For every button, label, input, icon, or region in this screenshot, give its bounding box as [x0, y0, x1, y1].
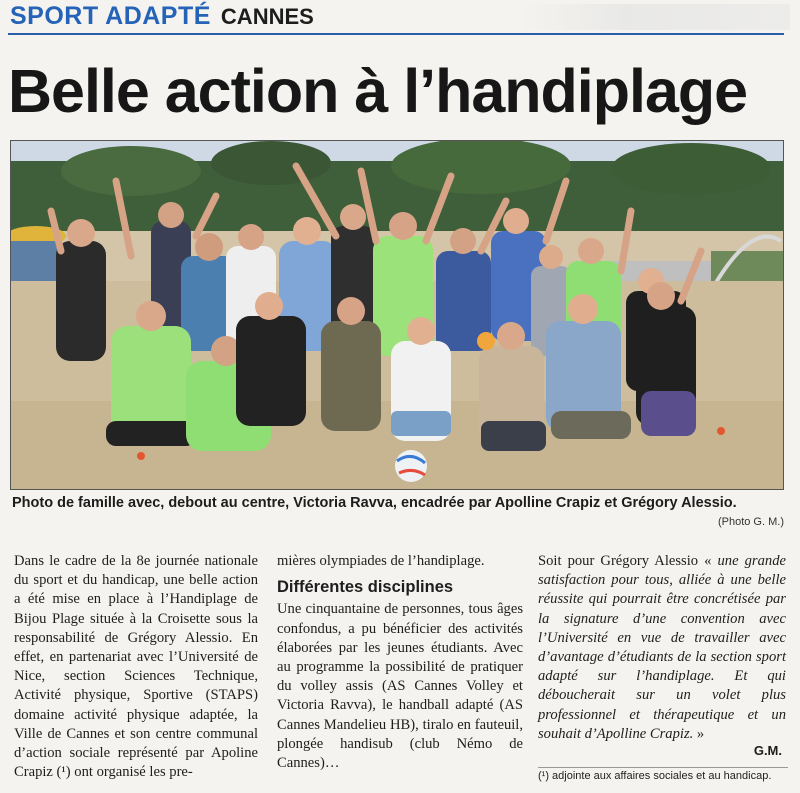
- sub-heading: Différentes disciplines: [277, 578, 454, 597]
- author-signature: G.M.: [753, 743, 782, 758]
- article-paragraph-continued: mières olympiades de l’handiplage.: [277, 553, 485, 569]
- footnote: (¹) adjointe aux affaires sociales et au handicap.: [538, 767, 788, 782]
- article-paragraph: Une cinquantaine de personnes, tous âges confondus, a pu bénéficier des activités élaborées par les jeunes étudiants. Avec au programme la possibilité de pratiquer du volley assis (AS Cannes Volley et Victoria Ravva), le handball adapté (AS Cannes Mandelieu HB), tiralo en fauteuil, plongée handisub (club Némo de Cannes)…: [277, 601, 523, 772]
- article-column-1: [14, 552, 258, 782]
- header-rule: [8, 33, 784, 35]
- quote-lead: Soit pour Grégory Alessio «: [538, 553, 718, 569]
- group-photo: [10, 140, 784, 490]
- article-paragraph: Dans le cadre de la 8e journée nationale du sport et du handicap, une belle action a été mise en place à l’Handiplage de Bijou Plage située à la Croisette sous la responsabilité de Grégory Alessio. En effet, en partenariat avec l’Université de Nice, section Sciences Technique, Activité physique, Sportive (STAPS) domaine activité physique adaptée, la Ville de Cannes et son centre communal d’action sociale représenté par Apoline Crapiz (¹) ont organisé les pre-: [14, 553, 258, 781]
- beach-group-illustration: [11, 141, 783, 489]
- quote-end: »: [693, 725, 705, 742]
- photo-credit: (Photo G. M.): [717, 516, 784, 528]
- section-city: CANNES: [220, 4, 314, 29]
- quote-text: une grande satisfaction pour tous, alliée à une belle réussite qui pourrait être concrétisée par la signature d’une convention avec l’Université en vue de travailler avec d’avantage d’étudiants de la section sport adapté sur l’handiplage. Et qui déboucherait sur un volet plus professionnel et thérapeutique et un souhait d’Apolline Crapiz.: [538, 553, 786, 742]
- article-column-3: [538, 552, 786, 744]
- quote-paragraph: [538, 552, 786, 744]
- photo-caption: Photo de famille avec, debout au centre, Victoria Ravva, encadrée par Apolline Crapiz et Grégory Alessio.: [12, 495, 737, 511]
- section-header: [10, 2, 314, 32]
- article-column-2: [277, 552, 523, 773]
- faded-adjacent-page: [520, 4, 790, 30]
- section-label: SPORT ADAPTÉ: [10, 2, 211, 30]
- headline: Belle action à l’handiplage: [8, 57, 748, 125]
